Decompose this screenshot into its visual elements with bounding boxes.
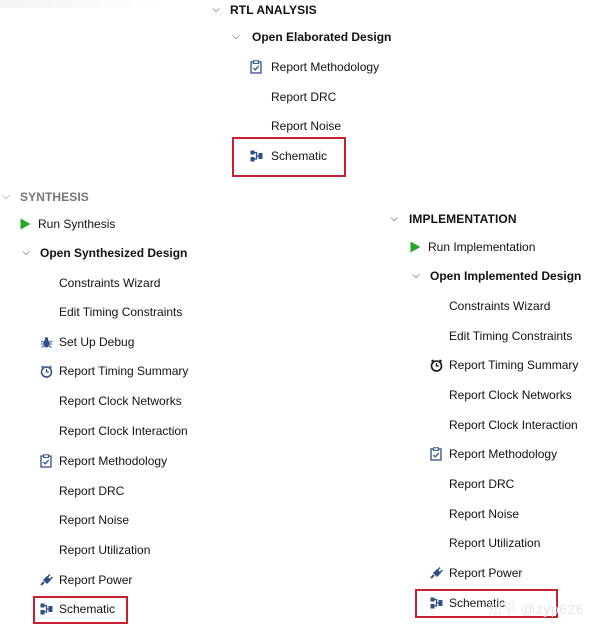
- item-label: Schematic: [449, 596, 506, 610]
- subsection-title: Open Elaborated Design: [252, 30, 392, 44]
- item-label: Report Clock Interaction: [59, 424, 188, 438]
- rtl-analysis-panel: [210, 0, 590, 190]
- plug-icon: [38, 569, 54, 591]
- watermark-text: 知乎 @zyp626: [487, 601, 584, 617]
- chevron-down-icon[interactable]: ⌵: [412, 270, 420, 281]
- highlight-box: [33, 596, 128, 624]
- background-artifact: [0, 0, 168, 8]
- item-label: Report Utilization: [449, 536, 541, 550]
- clock-icon: [428, 354, 444, 376]
- play-icon: [407, 236, 423, 258]
- item-label: Report DRC: [449, 477, 515, 491]
- item-label: Edit Timing Constraints: [449, 329, 573, 343]
- chevron-down-icon[interactable]: ⌵: [2, 191, 10, 202]
- item-label: Report Clock Interaction: [449, 418, 578, 432]
- item-label: Report Clock Networks: [449, 388, 572, 402]
- highlight-box: [232, 137, 346, 177]
- item-label: Edit Timing Constraints: [59, 305, 183, 319]
- item-label: Report Clock Networks: [59, 394, 182, 408]
- clipboard-check-icon: [38, 450, 54, 472]
- item-label: Report Timing Summary: [59, 364, 189, 378]
- play-icon: [17, 213, 33, 235]
- clock-icon: [38, 360, 54, 382]
- item-label: Report Methodology: [449, 447, 558, 461]
- item-label: Report Utilization: [59, 543, 151, 557]
- bug-icon: [38, 331, 54, 353]
- implementation-panel: [388, 208, 600, 637]
- item-label: Report Power: [59, 573, 133, 587]
- item-label: Report Noise: [59, 513, 130, 527]
- item-label: Run Synthesis: [38, 217, 116, 231]
- item-label: Report Power: [449, 566, 523, 580]
- subsection-title: Open Synthesized Design: [40, 246, 188, 260]
- plug-icon: [428, 562, 444, 584]
- item-label: Report Timing Summary: [449, 358, 579, 372]
- chevron-down-icon[interactable]: ⌵: [22, 247, 30, 258]
- item-label: Schematic: [59, 602, 116, 616]
- item-label: Constraints Wizard: [449, 299, 551, 313]
- item-label: Report Noise: [449, 507, 520, 521]
- section-title: RTL ANALYSIS: [230, 3, 317, 17]
- clipboard-check-icon: [428, 443, 444, 465]
- item-label: Constraints Wizard: [59, 276, 161, 290]
- item-label: Report Methodology: [59, 454, 168, 468]
- section-title: IMPLEMENTATION: [409, 212, 517, 226]
- clipboard-check-icon: [248, 56, 264, 78]
- item-label: Report DRC: [59, 484, 125, 498]
- item-label: Set Up Debug: [59, 335, 135, 349]
- chevron-down-icon[interactable]: ⌵: [390, 213, 398, 224]
- section-title: SYNTHESIS: [20, 190, 89, 204]
- synthesis-panel: [0, 186, 205, 637]
- item-label: Schematic: [271, 149, 328, 163]
- chevron-down-icon[interactable]: ⌵: [232, 31, 240, 42]
- item-label: Report DRC: [271, 90, 337, 104]
- subsection-title: Open Implemented Design: [430, 269, 582, 283]
- item-label: Report Noise: [271, 119, 342, 133]
- item-label: Run Implementation: [428, 240, 536, 254]
- item-label: Report Methodology: [271, 60, 380, 74]
- chevron-down-icon[interactable]: ⌵: [212, 4, 220, 15]
